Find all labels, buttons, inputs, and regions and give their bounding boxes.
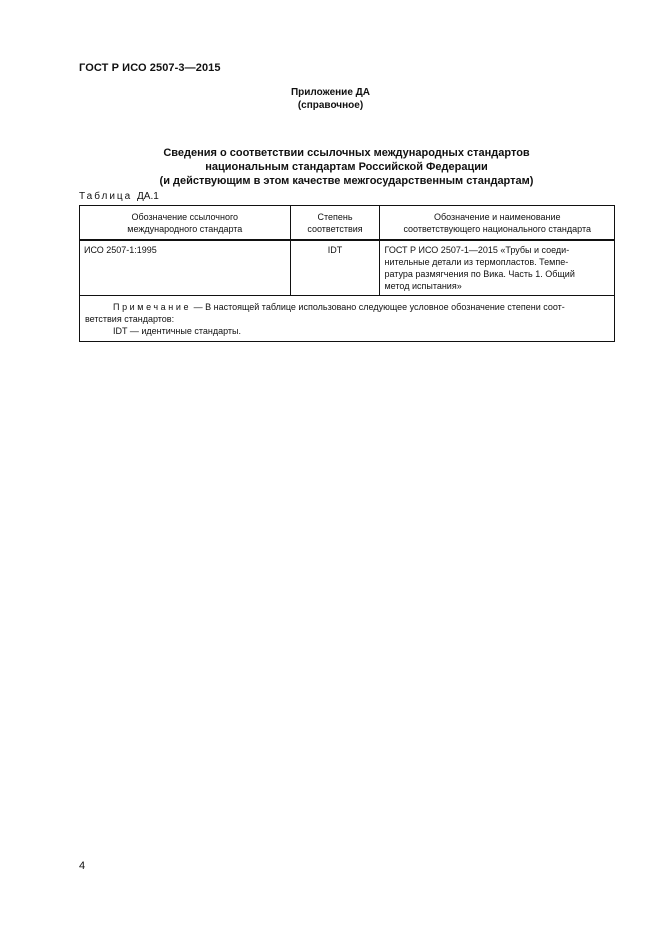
- note-text-1: — В настоящей таблице использовано следующее условное обозначение степени соот-: [191, 302, 565, 312]
- header-degree: [290, 206, 380, 241]
- table-caption-word: Таблица: [79, 191, 133, 202]
- document-code-header: ГОСТ Р ИСО 2507-3—2015: [79, 62, 221, 74]
- header-international-line-2: международного стандарта: [127, 224, 243, 234]
- table-caption-number: ДА.1: [137, 191, 159, 202]
- title-line-1: Сведения о соответствии ссылочных международных стандартов: [163, 147, 530, 159]
- header-degree-line-1: Степень: [317, 212, 353, 222]
- national-line-2: нительные детали из термопластов. Темпе-: [384, 257, 569, 267]
- appendix-kind: (справочное): [297, 100, 364, 111]
- table-note-row: [80, 296, 615, 342]
- correspondence-table: [79, 205, 615, 342]
- table-caption: [79, 191, 159, 202]
- note-line-2: ветствия стандартов:: [85, 314, 175, 324]
- appendix-name: Приложение ДА: [290, 87, 371, 98]
- national-line-3: ратура размягчения по Вика. Часть 1. Общий: [384, 269, 575, 279]
- appendix-heading: [0, 86, 661, 112]
- title-line-2: национальным стандартам Российской Федерации: [205, 161, 488, 173]
- header-international-standard: [80, 206, 291, 241]
- title-line-3: (и действующим в этом качестве межгосударственным стандартам): [159, 175, 534, 187]
- header-international-line-1: Обозначение ссылочного: [131, 212, 239, 222]
- note-line-3: IDT — идентичные стандарты.: [113, 326, 242, 336]
- cell-degree: IDT: [290, 240, 380, 296]
- header-national-standard: [380, 206, 615, 241]
- national-line-1: ГОСТ Р ИСО 2507-1—2015 «Трубы и соеди-: [384, 245, 570, 255]
- section-title: [0, 146, 661, 188]
- cell-international-standard: ИСО 2507-1:1995: [80, 240, 291, 296]
- table-header-row: [80, 206, 615, 241]
- header-degree-line-2: соответствия: [307, 224, 363, 234]
- national-line-4: метод испытания»: [384, 281, 462, 291]
- table-note: [80, 296, 615, 342]
- table-row: [80, 240, 615, 296]
- page-number: 4: [79, 860, 86, 872]
- header-national-line-1: Обозначение и наименование: [433, 212, 561, 222]
- header-national-line-2: соответствующего национального стандарта: [403, 224, 591, 234]
- cell-national-standard: [380, 240, 615, 296]
- note-label: Примечание: [113, 302, 192, 312]
- note-line-1: [85, 301, 609, 313]
